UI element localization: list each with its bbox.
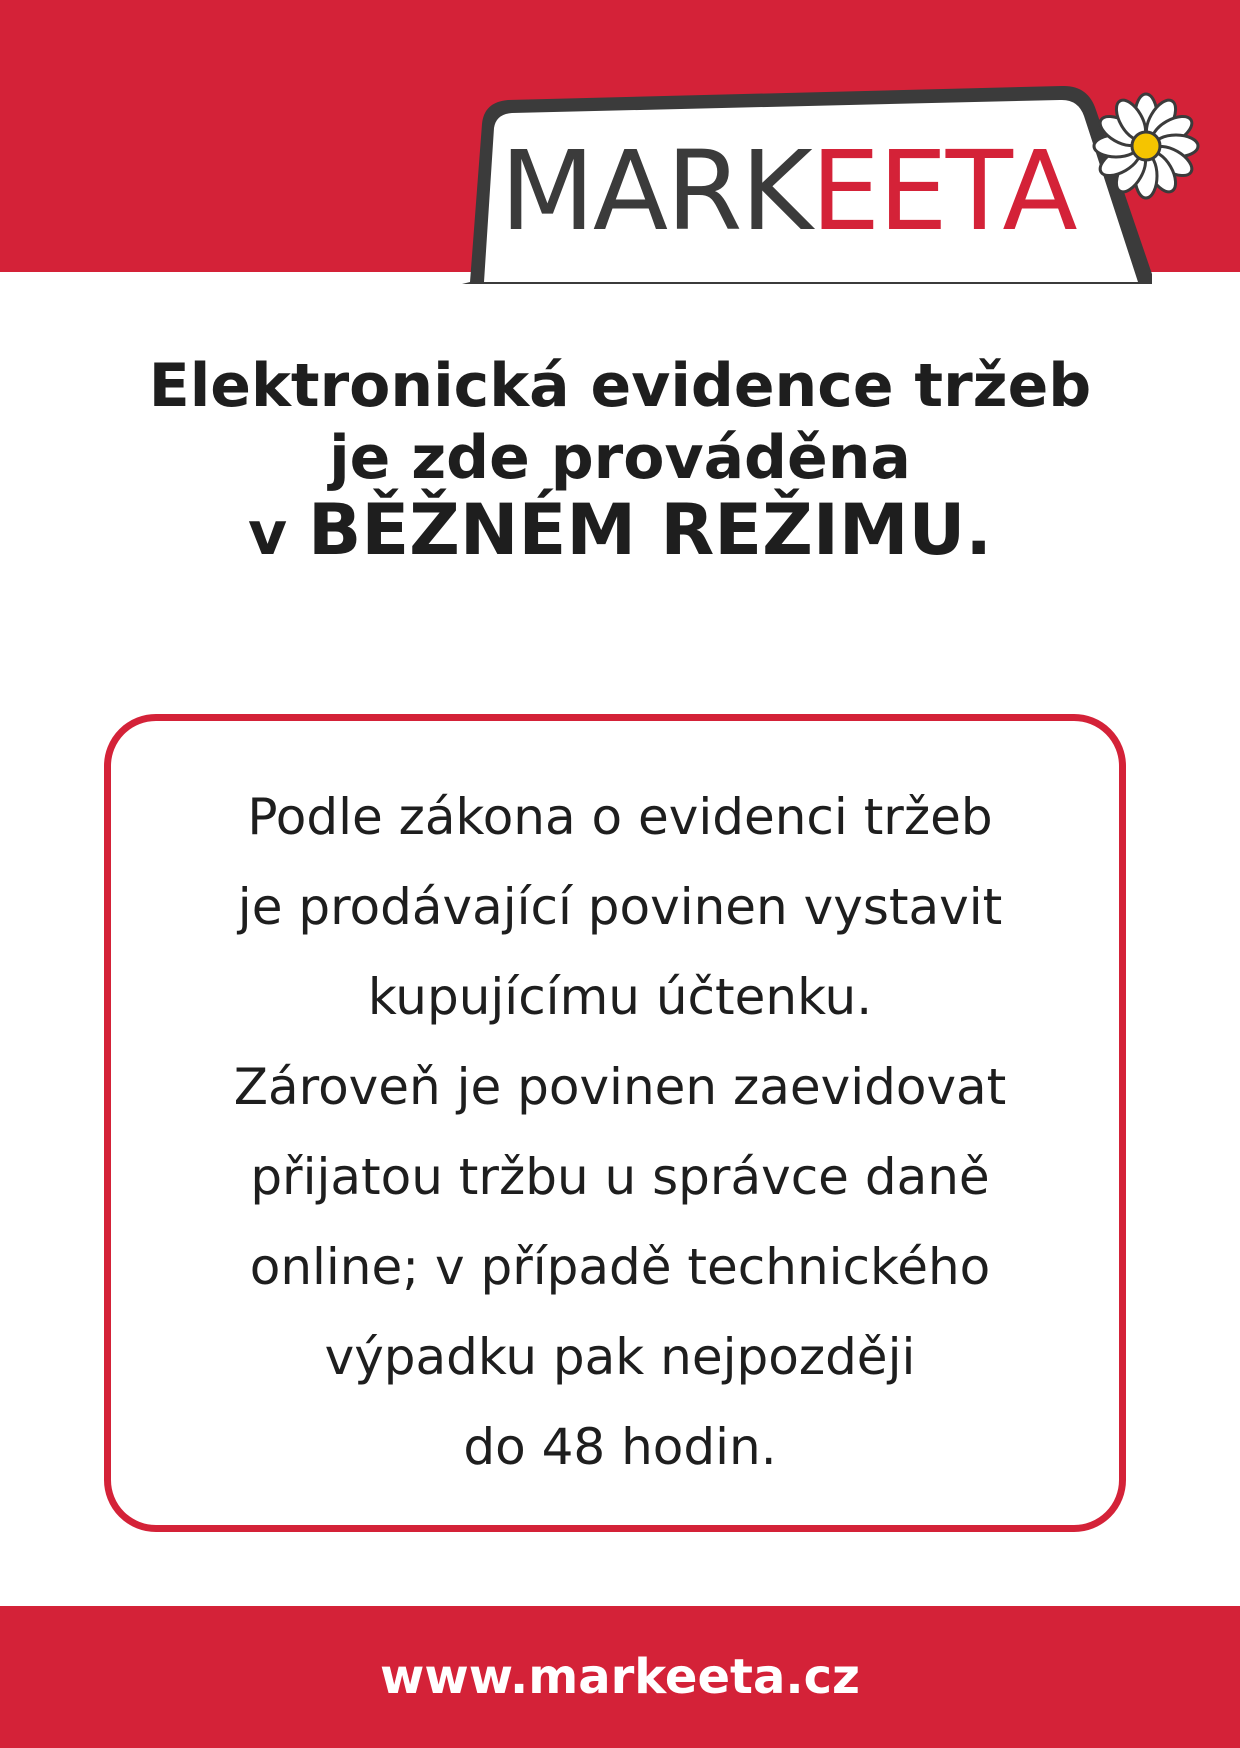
notice-text	[120, 772, 1120, 1492]
logo-text-mark: MARK	[500, 127, 811, 255]
notice-line: je prodávající povinen vystavit	[237, 878, 1003, 936]
notice-line: kupujícímu účtenku.	[367, 968, 873, 1026]
headline	[60, 350, 1180, 570]
headline-line-3-prefix: v	[248, 499, 308, 569]
notice-line: výpadku pak nejpozději	[324, 1328, 916, 1386]
logo-text-eeta: EETA	[810, 127, 1076, 255]
headline-line-1: Elektronická evidence tržeb	[148, 351, 1092, 421]
notice-line: Podle zákona o evidenci tržeb	[247, 788, 993, 846]
website-link[interactable]: www.markeeta.cz	[380, 1649, 860, 1705]
notice-line: do 48 hodin.	[463, 1418, 777, 1476]
notice-line: Zároveň je povinen zaevidovat	[233, 1058, 1007, 1116]
brand-logo	[500, 126, 1076, 256]
headline-emphasis: BĚŽNÉM REŽIMU.	[308, 489, 992, 571]
headline-line-3	[60, 489, 1180, 571]
notice-line: online; v případě technického	[249, 1238, 991, 1296]
headline-line-2: je zde prováděna	[329, 423, 911, 493]
notice-line: přijatou tržbu u správce daně	[250, 1148, 990, 1206]
daisy-flower-icon	[1092, 92, 1200, 200]
